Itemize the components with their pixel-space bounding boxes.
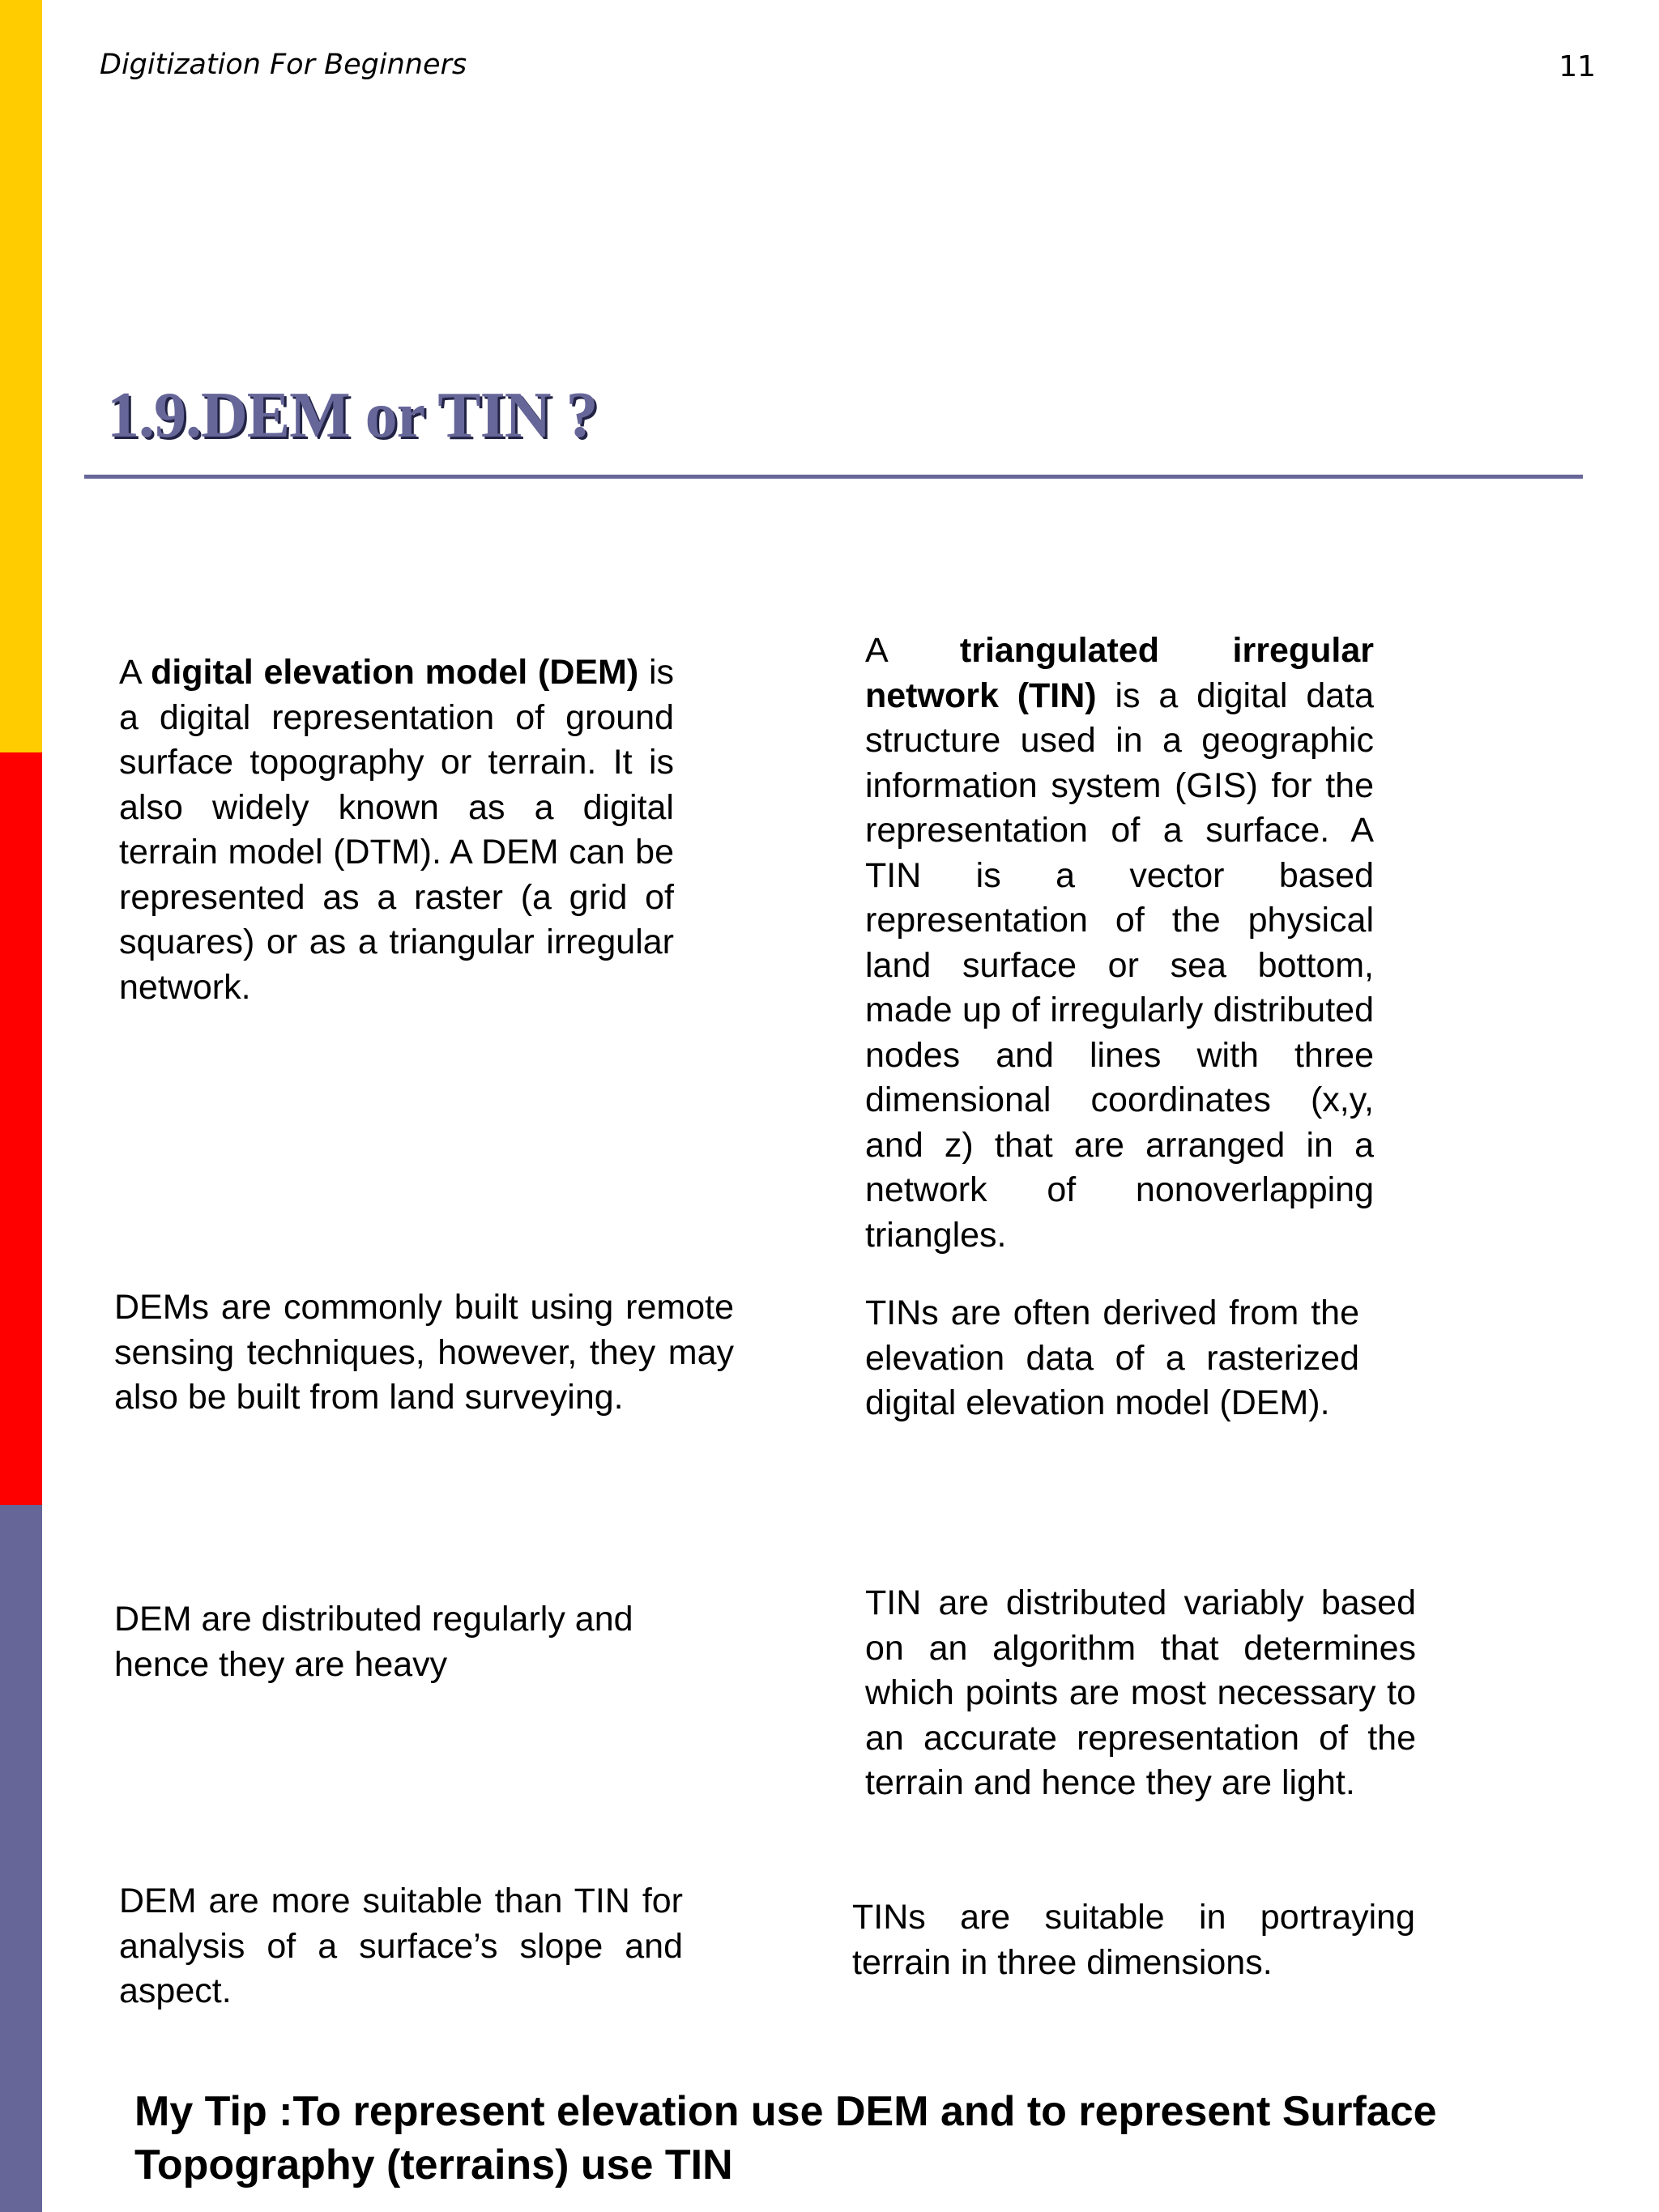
tin-definition-paragraph xyxy=(865,629,1374,1258)
dem-source-paragraph: DEMs are commonly built using remote sensing techniques, however, they may also be built from land surveying. xyxy=(114,1288,734,1417)
tin-term: triangulated irregular network (TIN) xyxy=(865,631,1374,715)
tin-definition-text: is a digital data structure used in a geographic information system (GIS) for the representation of a surface. A TIN is a vector based representation of the physical land surface or sea bottom, made up of irregularly distributed nodes and lines with three dimensional coordinates (x,y, and z) that are arranged in a network of nonoverlapping triangles. xyxy=(865,676,1375,1255)
tin-distribution-paragraph: TIN are distributed variably based on an algorithm that determines which points are most necessary to an accurate representation of the terrain and hence they are light. xyxy=(865,1583,1416,1802)
tin-source-paragraph: TINs are often derived from the elevation data of a rasterized digital elevation model (DEM). xyxy=(865,1294,1359,1422)
dem-definition-paragraph xyxy=(119,650,674,1010)
heading-divider xyxy=(84,475,1583,479)
dem-term: digital elevation model (DEM) xyxy=(151,653,639,692)
tin-definition-lead: A xyxy=(865,631,960,670)
header-title: Digitization For Beginners xyxy=(100,49,467,81)
dem-use-paragraph: DEM are more suitable than TIN for analysis of a surface’s slope and aspect. xyxy=(119,1882,683,2010)
section-heading: 1.9.DEM or TIN ? xyxy=(107,380,598,451)
sidebar-stripe-red xyxy=(0,752,42,1505)
sidebar-stripe-blue xyxy=(0,1505,42,2212)
tin-use-paragraph: TINs are suitable in portraying terrain in three dimensions. xyxy=(852,1898,1415,1982)
dem-definition-lead: A xyxy=(119,653,151,692)
dem-distribution-paragraph: DEM are distributed regularly and hence they are heavy xyxy=(114,1600,633,1684)
my-tip: My Tip :To represent elevation use DEM and to represent Surface Topography (terrains) use TIN xyxy=(134,2088,1437,2189)
dem-definition-text: is a digital representation of ground surface topography or terrain. It is also widely known as a digital terrain model (DTM). A DEM can be represented as a raster (a grid of squares) or as a triangular irregular network. xyxy=(119,653,674,1007)
sidebar-stripe-yellow xyxy=(0,0,42,752)
page-number: 11 xyxy=(1559,50,1596,83)
